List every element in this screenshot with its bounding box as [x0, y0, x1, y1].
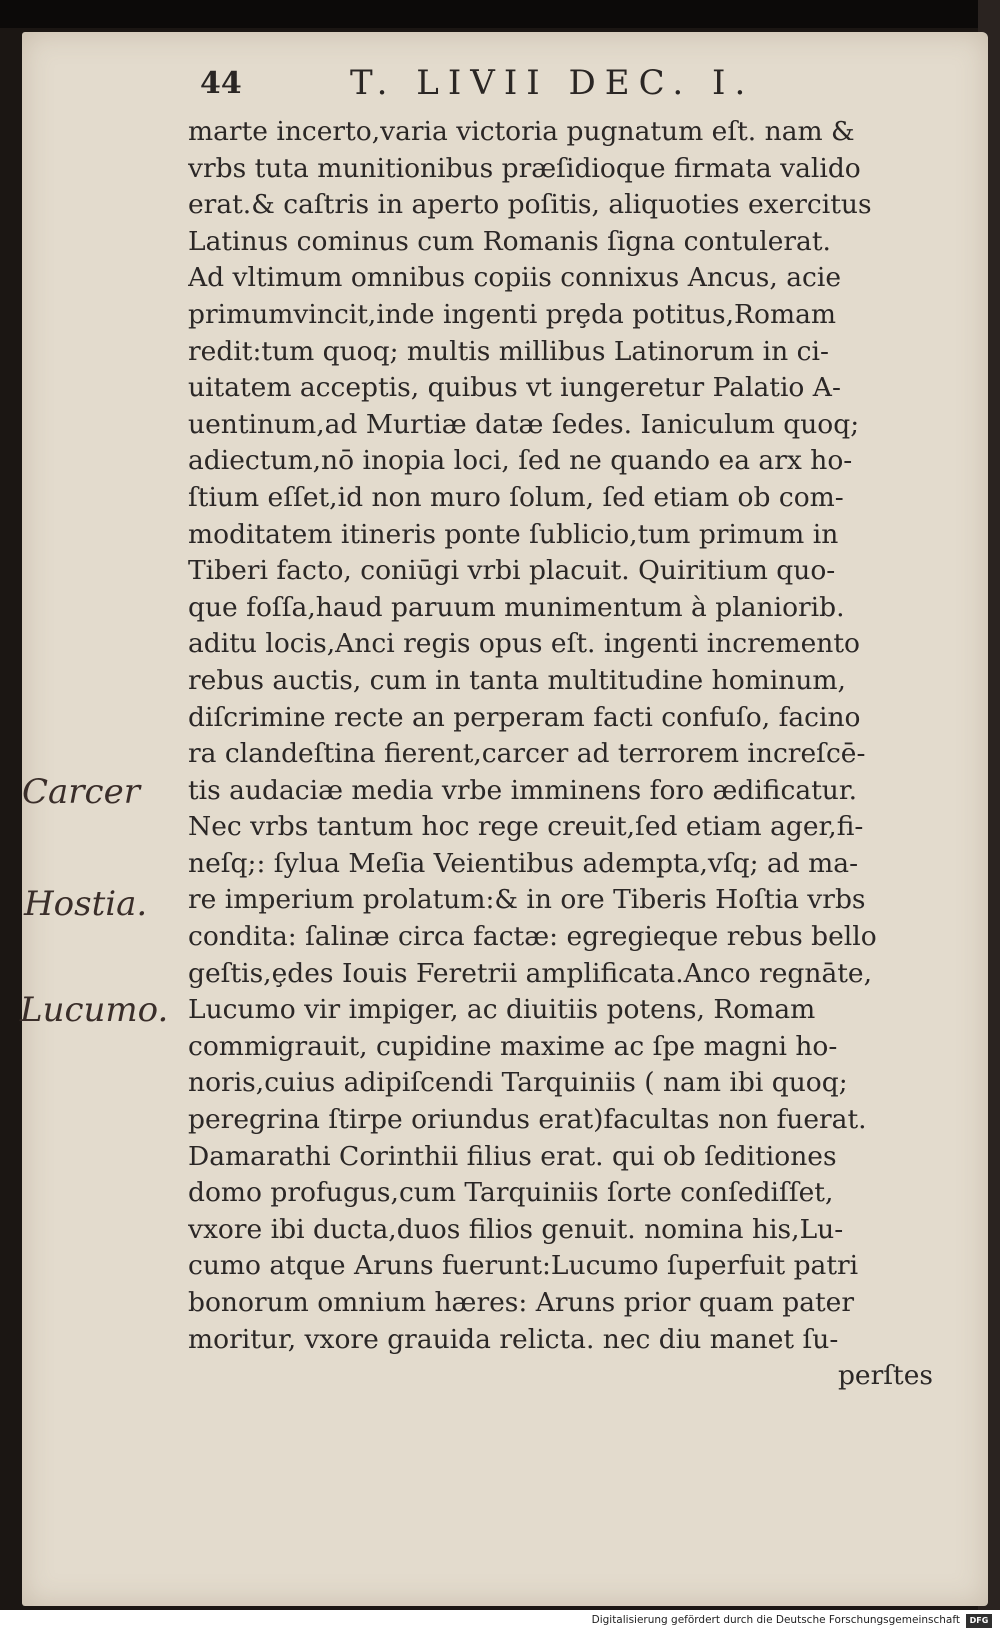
text-line: re imperium prolatum:& in ore Tiberis Hoſtia vrbs [188, 884, 866, 916]
text-line: commigrauit, cupidine maxime ac ſpe magni ho- [188, 1030, 838, 1062]
text-line: uentinum,ad Murtiæ datæ ſedes. Ianiculum quoq; [188, 408, 860, 440]
text-line: ſtium eſſet,id non muro ſolum, ſed etiam ob com- [188, 481, 844, 513]
text-line: bonorum omnium hæres: Aruns prior quam pater [188, 1287, 855, 1318]
text-line: Nec vrbs tantum hoc rege creuit,ſed etiam ager,fi- [188, 811, 864, 843]
running-title: T. LIVII DEC. I. [350, 63, 755, 103]
text-line: moritur, vxore grauida relicta. nec diu manet ſu- [188, 1323, 839, 1355]
text-line: Damarathi Corinthii filius erat. qui ob ſeditiones [188, 1140, 837, 1172]
text-line: cumo atque Aruns fuerunt:Lucumo ſuperfuit patri [188, 1250, 859, 1282]
text-line: geſtis,ȩdes Iouis Feretrii amplificata.Anco regnāte, [188, 957, 872, 989]
dfg-logo-icon: DFG [966, 1614, 992, 1628]
text-line: marte incerto,varia victoria pugnatum eſt. nam & [188, 116, 855, 147]
text-line: Latinus cominus cum Romanis ſigna contulerat. [188, 225, 831, 257]
text-line: peregrina ſtirpe oriundus erat)facultas non fuerat. [188, 1104, 867, 1136]
text-line: adiectum,nō inopia loci, ſed ne quando ea arx ho- [188, 445, 853, 477]
text-line: domo profugus,cum Tarquiniis ſorte conſediſſet, [188, 1177, 834, 1209]
text-line: condita: ſalinæ circa factæ: egregieque rebus bello [188, 921, 877, 953]
text-line: primumvincit,inde ingenti prȩda potitus,Romam [188, 298, 836, 330]
text-line: Lucumo vir impiger, ac diuitiis potens, Romam [188, 994, 816, 1026]
text-line: moditatem itineris ponte ſublicio,tum primum in [188, 518, 839, 550]
text-line: diſcrimine recte an perperam facti confuſo, facino [188, 701, 861, 733]
text-line: redit:tum quoq; multis millibus Latinorum in ci- [188, 335, 829, 367]
footer-credit: Digitalisierung gefördert durch die Deutsche Forschungsgemeinschaft [591, 1614, 960, 1626]
text-line: tis audaciæ media vrbe imminens foro ædificatur. [188, 774, 858, 806]
text-line: noris,cuius adipiſcendi Tarquiniis ( nam ibi quoq; [188, 1067, 848, 1099]
text-line: Tiberi facto, coniūgi vrbi placuit. Quiritium quo- [188, 555, 836, 587]
scan-top-edge [0, 0, 1000, 28]
catchword: perſtes [837, 1360, 933, 1392]
margin-note-carcer: Carcer [22, 772, 140, 812]
folio-number: 44 [200, 65, 242, 101]
text-line: Ad vltimum omnibus copiis connixus Ancus, acie [188, 262, 842, 294]
text-line: vxore ibi ducta,duos filios genuit. nomina his,Lu- [188, 1213, 844, 1245]
text-line: que foſſa,haud paruum munimentum à planiorib. [188, 591, 845, 623]
running-head [200, 60, 920, 106]
margin-note-lucumo: Lucumo. [20, 990, 169, 1030]
text-line: uitatem acceptis, quibus vt iungeretur Palatio A- [188, 372, 841, 404]
text-line: ra clandeſtina fierent,carcer ad terrorem increſcē- [188, 738, 866, 770]
body-text [188, 114, 953, 1395]
text-line: aditu locis,Anci regis opus eſt. ingenti incremento [188, 628, 860, 660]
margin-note-hostia: Hostia. [24, 884, 148, 924]
text-line: erat.& caſtris in aperto poſitis, aliquoties exercitus [188, 189, 872, 221]
text-line: neſq;: ſylua Meſia Veientibus adempta,vſq; ad ma- [188, 847, 859, 879]
text-line: vrbs tuta munitionibus præſidioque firmata valido [188, 152, 861, 184]
text-line: rebus auctis, cum in tanta multitudine hominum, [188, 664, 846, 696]
